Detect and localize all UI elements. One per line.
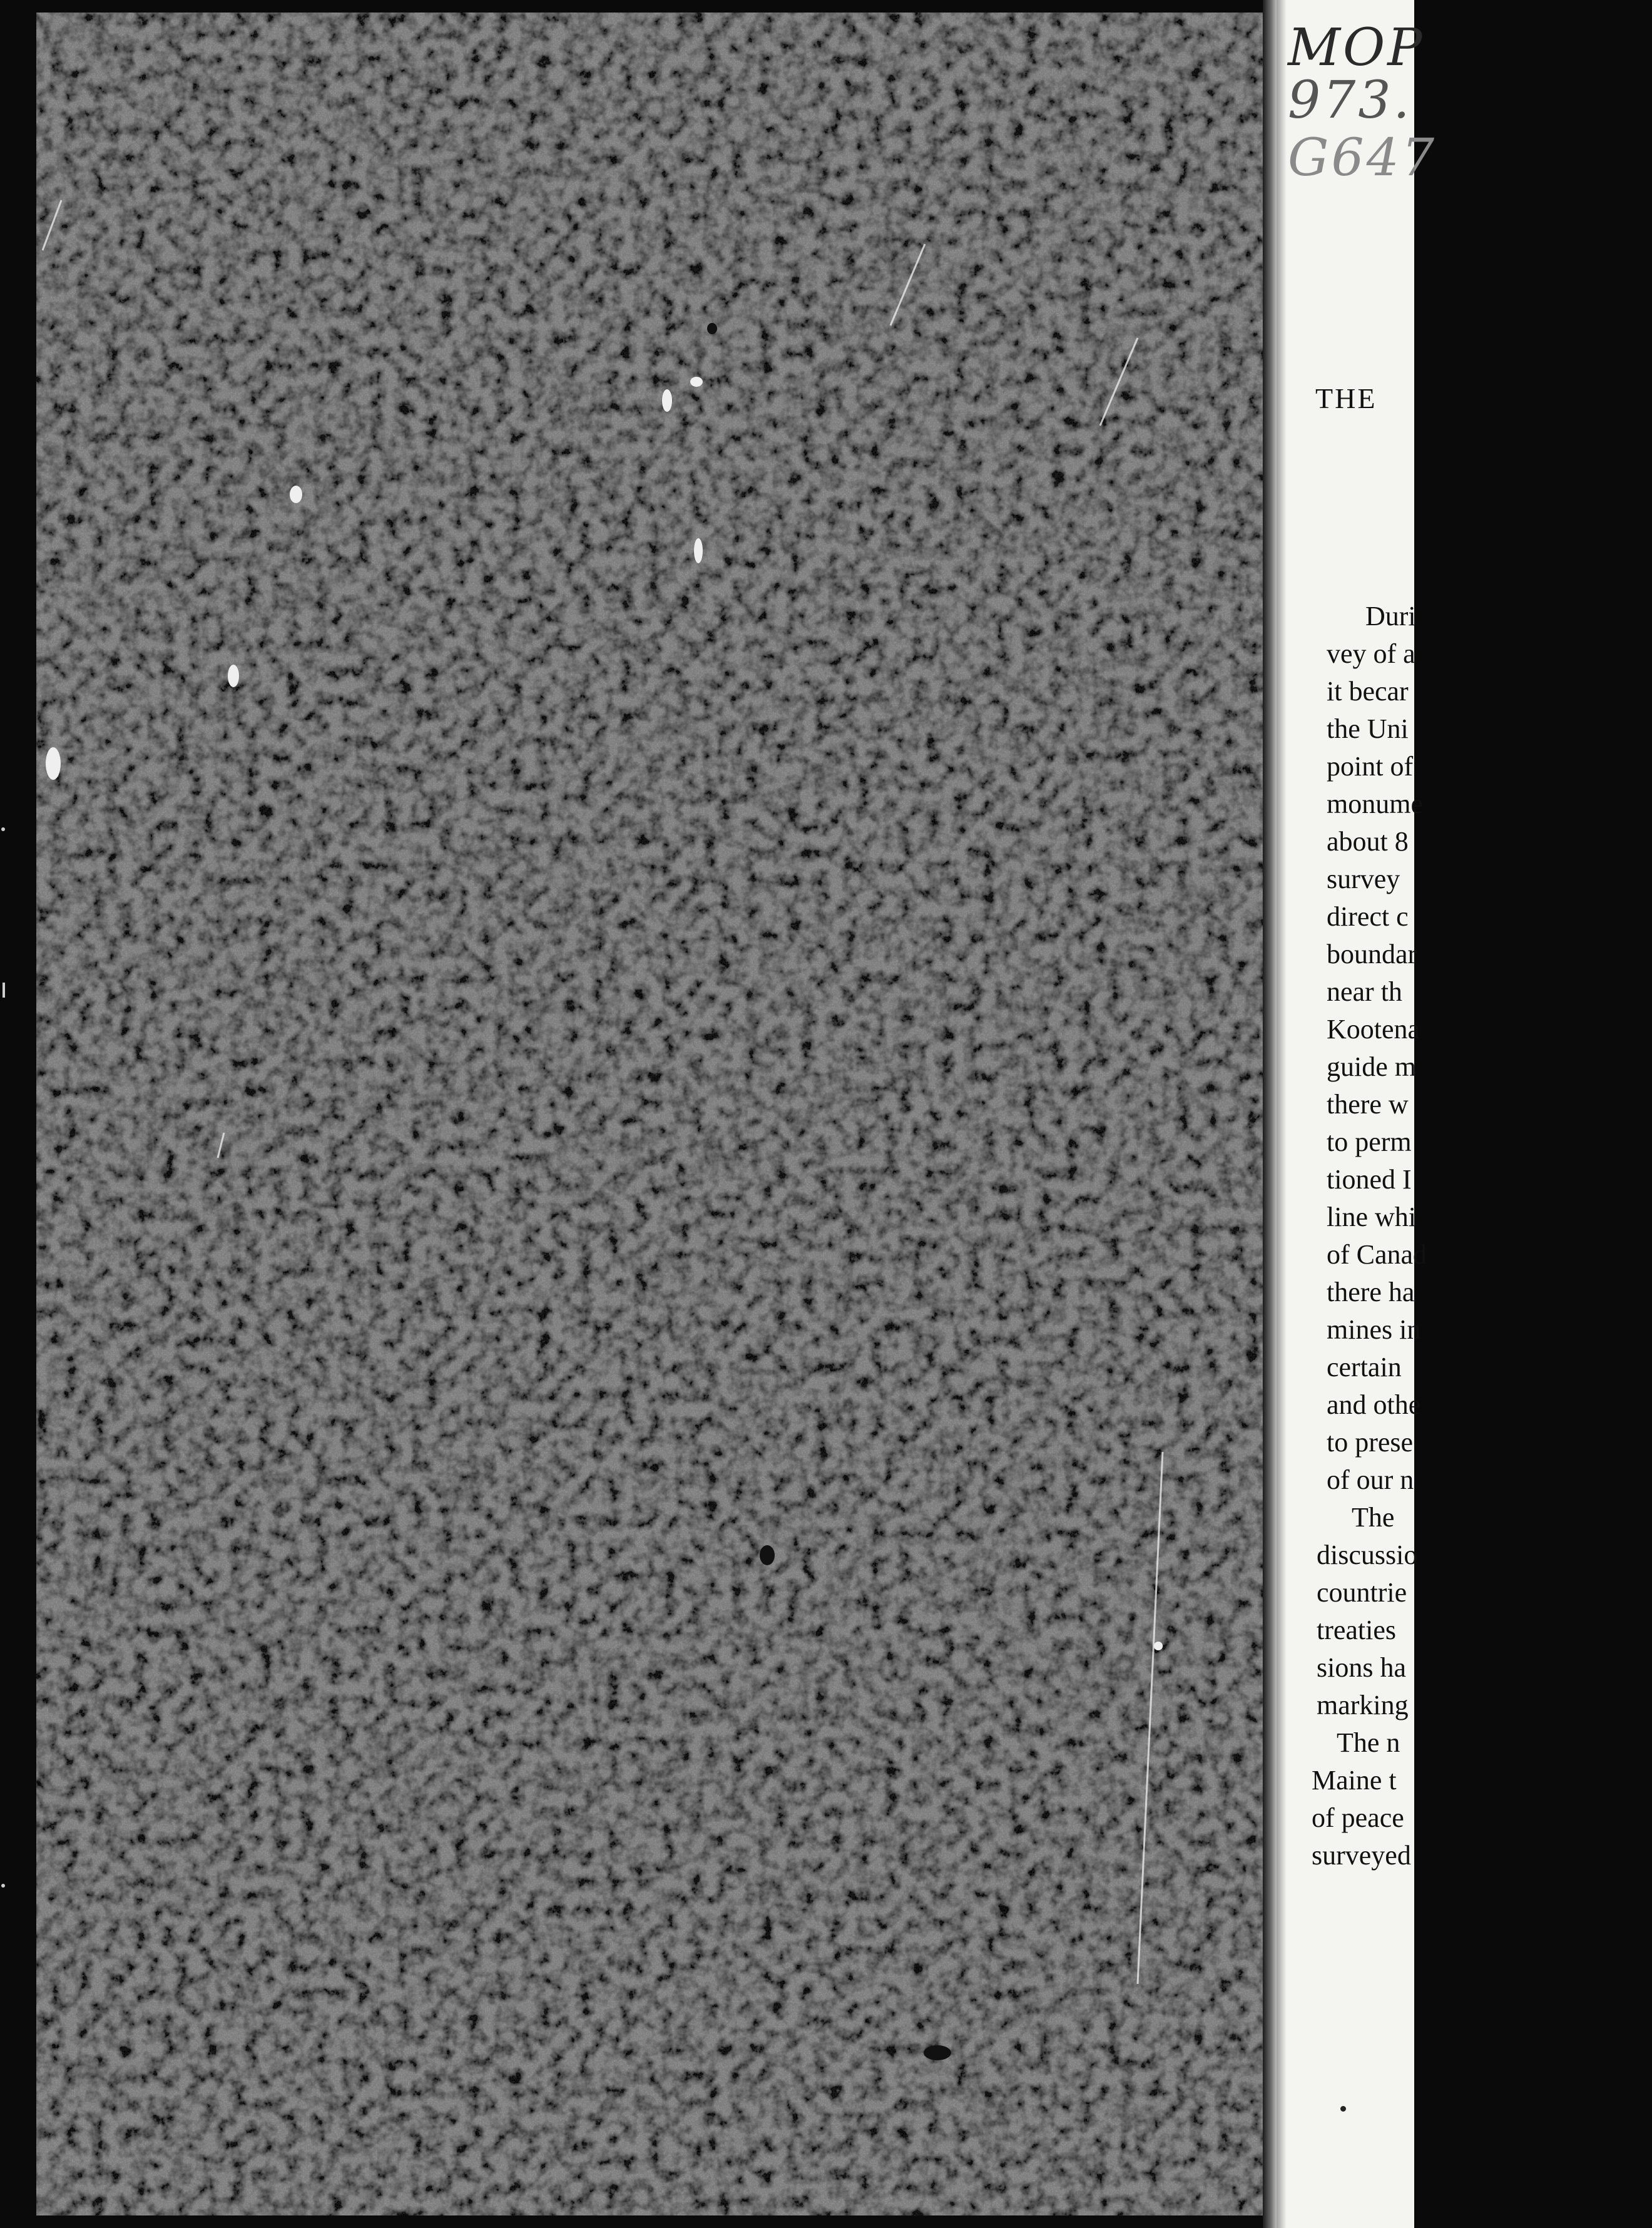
text-line: and othe — [1327, 1389, 1421, 1420]
page-heading: THE — [1315, 382, 1377, 414]
marbled-cover — [36, 13, 1263, 2215]
text-line: mines in — [1327, 1314, 1421, 1345]
text-line: discussio — [1317, 1540, 1418, 1570]
text-line: tioned I — [1327, 1164, 1412, 1195]
handwritten-call-number-line: G647 — [1288, 128, 1437, 188]
page-speck — [1340, 2106, 1346, 2112]
text-line: vey of a — [1327, 638, 1415, 669]
text-line: to prese — [1327, 1427, 1414, 1458]
edge-mark — [1, 827, 5, 831]
text-line: of peace — [1312, 1802, 1404, 1833]
text-line: it becar — [1327, 676, 1409, 707]
text-line: certain — [1327, 1352, 1402, 1382]
text-line: marking — [1317, 1690, 1409, 1720]
printed-page — [1277, 0, 1437, 2228]
text-line: boundar — [1327, 939, 1417, 969]
text-line: direct c — [1327, 901, 1409, 932]
body-text — [1277, 598, 1652, 1874]
text-line: Duri — [1365, 601, 1416, 631]
text-line: Maine t — [1312, 1765, 1397, 1796]
text-line: of our n — [1327, 1464, 1414, 1495]
text-line: countrie — [1317, 1577, 1407, 1608]
text-line: about 8 — [1327, 826, 1409, 857]
text-line: the Uni — [1327, 713, 1409, 744]
handwritten-call-number-line: MOP — [1288, 18, 1425, 78]
book-gutter — [1263, 0, 1277, 2228]
text-line: of Canad — [1327, 1239, 1427, 1270]
handwritten-call-number-line: 973. — [1288, 71, 1412, 130]
text-line: The — [1352, 1502, 1395, 1533]
text-line: to perm — [1327, 1127, 1412, 1157]
text-line: sions ha — [1317, 1652, 1406, 1683]
text-line: survey — [1327, 864, 1400, 894]
text-line: near th — [1327, 976, 1402, 1007]
text-line: The n — [1337, 1727, 1400, 1758]
edge-mark — [3, 983, 5, 998]
text-line: there ha — [1327, 1277, 1415, 1307]
text-line: line whi — [1327, 1202, 1416, 1232]
text-line: monume — [1327, 789, 1423, 819]
edge-mark — [1, 1884, 5, 1888]
text-line: there w — [1327, 1089, 1409, 1120]
marbled-paper-texture — [36, 13, 1263, 2215]
text-line: treaties — [1317, 1615, 1397, 1645]
text-line: point of — [1327, 751, 1414, 782]
text-line: guide m — [1327, 1051, 1416, 1082]
text-line: surveyed — [1312, 1840, 1411, 1871]
text-line: Kootena — [1327, 1014, 1420, 1045]
